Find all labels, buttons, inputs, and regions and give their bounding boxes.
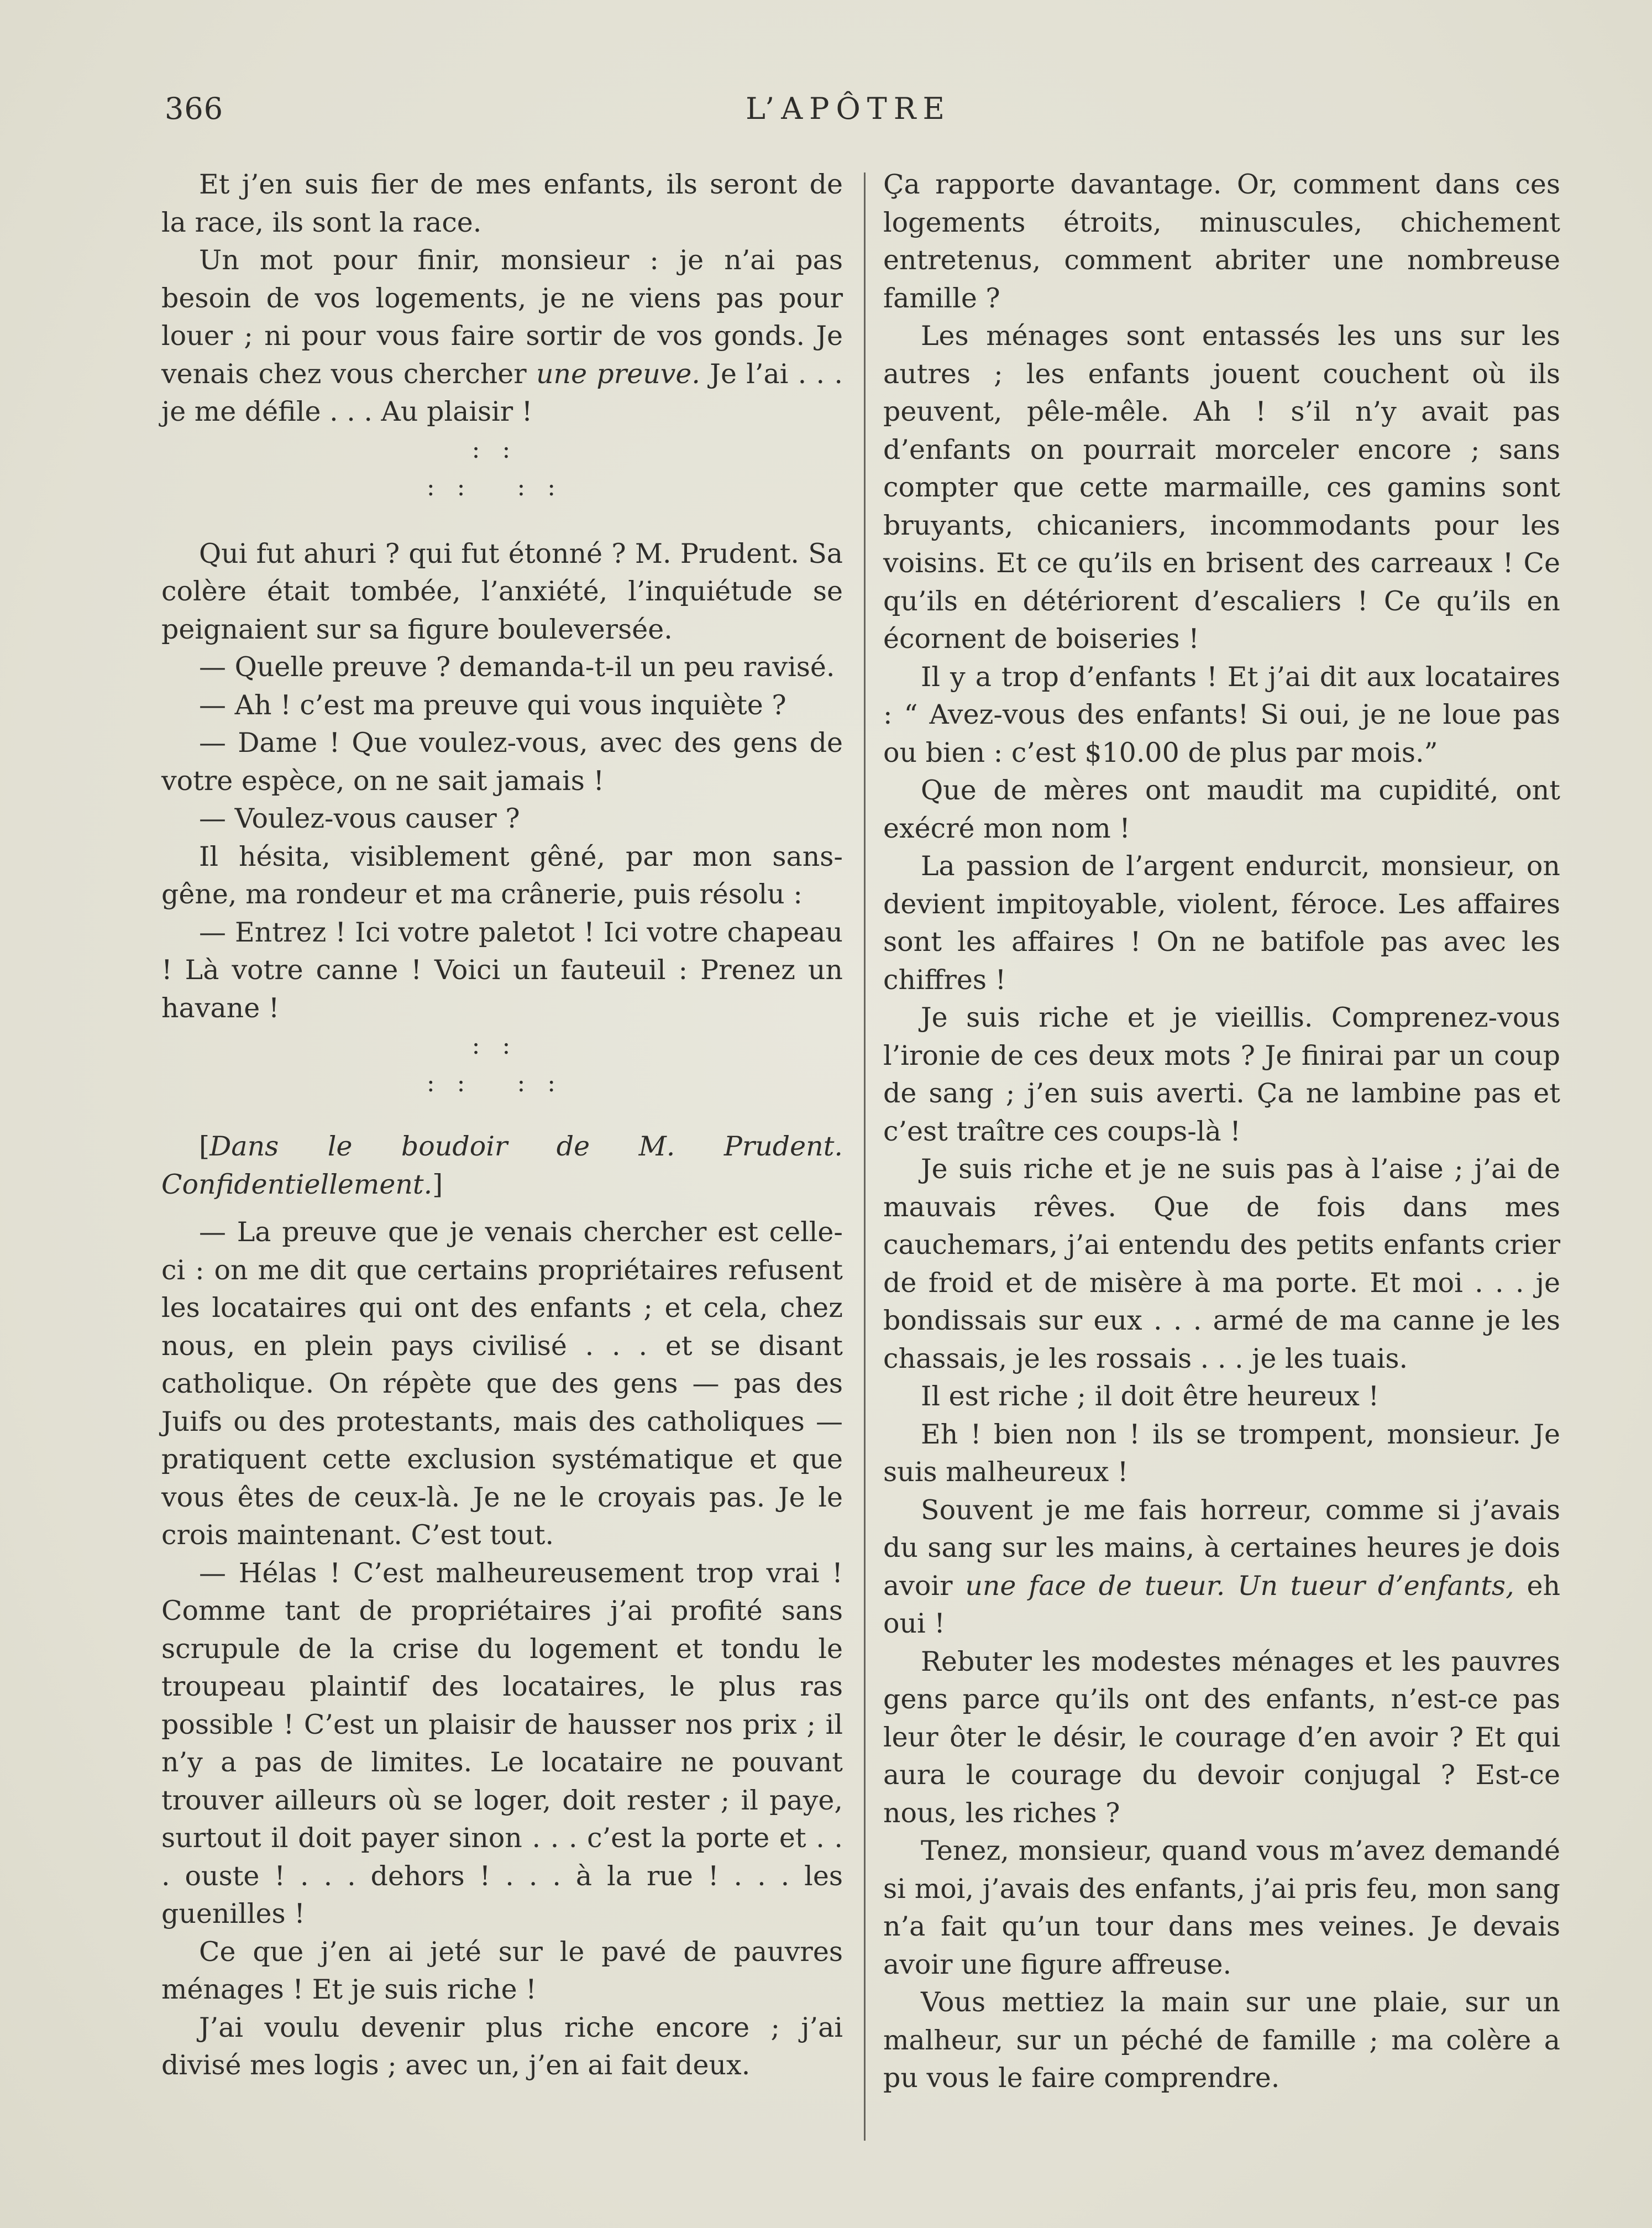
stage-direction-text: Dans le boudoir de M. Prudent. Confidentiellement.	[161, 1131, 843, 1200]
bracket: [	[199, 1131, 210, 1162]
italic-text: une face de tueur. Un tueur d’enfants,	[965, 1570, 1514, 1602]
paragraph: Il est riche ; il doit être heureux !	[921, 1380, 1380, 1412]
paragraph: Eh ! bien non ! ils se trompent, monsieur. Je suis malheureux !	[883, 1418, 1560, 1488]
paragraph: — Voulez-vous causer ?	[199, 803, 520, 834]
paragraph: — Ah ! c’est ma preuve qui vous inquiète ?	[199, 689, 786, 721]
page-header	[160, 91, 1536, 130]
left-column	[161, 166, 843, 2085]
paragraph	[883, 1492, 1560, 1643]
paragraph: — Hélas ! C’est malheureusement trop vrai ! Comme tant de propriétaires j’ai profité sans scrupule de la crise du logement et tondu le troupeau plaintif des locataires, le plus ras possible ! C’est un plaisir de hausser nos prix ; il n’y a pas de limites. Le locataire ne pouvant trouver ailleurs où se loger, doit rester ; il paye, surtout il doit payer sinon . . . c’est la porte et . . . ouste ! . . . dehors ! . . . à la rue ! . . . les guenilles !	[161, 1557, 843, 1929]
paragraph: Et j’en suis fier de mes enfants, ils seront de la race, ils sont la race.	[161, 169, 843, 238]
separator-dots: ::	[471, 435, 533, 464]
paragraph: Ce que j’en ai jeté sur le pavé de pauvres ménages ! Et je suis riche !	[161, 1936, 843, 2005]
section-separator	[161, 431, 843, 535]
paragraph-text: eh oui !	[883, 1570, 1561, 1639]
paragraph: Les ménages sont entassés les uns sur les autres ; les enfants jouent couchent où ils peuvent, pêle-mêle. Ah ! s’il n’y avait pas d’enfants on pourrait morceler encore ; sans compter que cette marmaille, ces gamins sont bruyants, chicaniers, incommodants pour les voisins. Et ce qu’ils en brisent des carreaux ! Ce qu’ils en détériorent d’escaliers ! Ce qu’ils en écornent de boiseries !	[883, 320, 1560, 655]
paragraph: — Dame ! Que voulez-vous, avec des gens de votre espèce, on ne sait jamais !	[161, 727, 843, 797]
paragraph: Tenez, monsieur, quand vous m’avez demandé si moi, j’avais des enfants, j’ai pris feu, mon sang n’a fait qu’un tour dans mes veines. Je devais avoir une figure affreuse.	[883, 1835, 1560, 1980]
italic-text: une preuve.	[536, 358, 701, 390]
section-separator	[161, 1027, 843, 1121]
paragraph: — La preuve que je venais chercher est celle-ci : on me dit que certains propriétaires refusent les locataires qui ont des enfants ; et cela, chez nous, en plein pays civilisé . . . et se disant catholique. On répète que des gens — pas des Juifs ou des protestants, mais des catholiques — pratiquent cette exclusion systématique et que vous êtes de ceux-là. Je ne le croyais pas. Je le crois maintenant. C’est tout.	[161, 1216, 843, 1551]
paragraph: Rebuter les modestes ménages et les pauvres gens parce qu’ils ont des enfants, n’est-ce pas leur ôter le désir, le courage d’en avoir ? Et qui aura le courage du devoir conjugal ? Est-ce nous, les riches ?	[883, 1645, 1560, 1829]
paragraph: Vous mettiez la main sur une plaie, sur un malheur, sur un péché de famille ; ma colère a pu vous le faire comprendre.	[883, 1986, 1560, 2094]
paragraph: Il y a trop d’enfants ! Et j’ai dit aux locataires : “ Avez-vous des enfants! Si oui, je ne loue pas ou bien : c’est $10.00 de plus par mois.”	[883, 661, 1560, 768]
separator-dots: ::	[471, 1032, 533, 1060]
paragraph: Ça rapporte davantage. Or, comment dans ces logements étroits, minuscules, chichement entretenus, comment abriter une nombreuse famille ?	[883, 169, 1560, 314]
paragraph: Qui fut ahuri ? qui fut étonné ? M. Prudent. Sa colère était tombée, l’anxiété, l’inquiétude se peignaient sur sa figure bouleversée.	[161, 537, 843, 645]
stage-direction	[161, 1128, 843, 1204]
paragraph-text: Je l’ai . . . je me défile . . . Au plaisir !	[161, 358, 843, 427]
paragraph: — Entrez ! Ici votre paletot ! Ici votre chapeau ! Là votre canne ! Voici un fauteuil : Prenez un havane !	[161, 916, 843, 1024]
bracket: ]	[432, 1168, 443, 1200]
paragraph: J’ai voulu devenir plus riche encore ; j’ai divisé mes logis ; avec un, j’en ai fait deux.	[161, 2011, 843, 2081]
paragraph: Je suis riche et je vieillis. Comprenez-vous l’ironie de ces deux mots ? Je finirai par un coup de sang ; j’en suis averti. Ça ne lambine pas et c’est traître ces coups-là !	[883, 1002, 1560, 1147]
running-title: L’APÔTRE	[746, 91, 951, 126]
paragraph-text: Souvent je me fais horreur, comme si j’avais du sang sur les mains, à certaines heures je dois avoir	[883, 1494, 1560, 1602]
paragraph: La passion de l’argent endurcit, monsieur, on devient impitoyable, violent, féroce. Les affaires sont les affaires ! On ne batifole pas avec les chiffres !	[883, 850, 1560, 996]
separator-dots: :: ::	[426, 1069, 578, 1097]
paragraph-text: Un mot pour finir, monsieur : je n’ai pas besoin de vos logements, je ne viens pas pour louer ; ni pour vous faire sortir de vos gonds. Je venais chez vous chercher	[161, 244, 843, 390]
column-divider	[864, 172, 866, 2141]
paragraph: Que de mères ont maudit ma cupidité, ont exécré mon nom !	[883, 775, 1560, 844]
paragraph: Je suis riche et je ne suis pas à l’aise ; j’ai de mauvais rêves. Que de fois dans mes cauchemars, j’ai entendu des petits enfants crier de froid et de misère à ma porte. Et moi . . . je bondissais sur eux . . . armé de ma canne je les chassais, je les rossais . . . je les tuais.	[883, 1153, 1560, 1374]
paragraph: Il hésita, visiblement gêné, par mon sans-gêne, ma rondeur et ma crânerie, puis résolu :	[161, 840, 843, 910]
paragraph: — Quelle preuve ? demanda-t-il un peu ravisé.	[199, 651, 835, 683]
paragraph	[161, 242, 843, 431]
page-number: 366	[165, 91, 224, 126]
separator-dots: :: ::	[426, 473, 578, 501]
right-column	[883, 166, 1560, 2098]
